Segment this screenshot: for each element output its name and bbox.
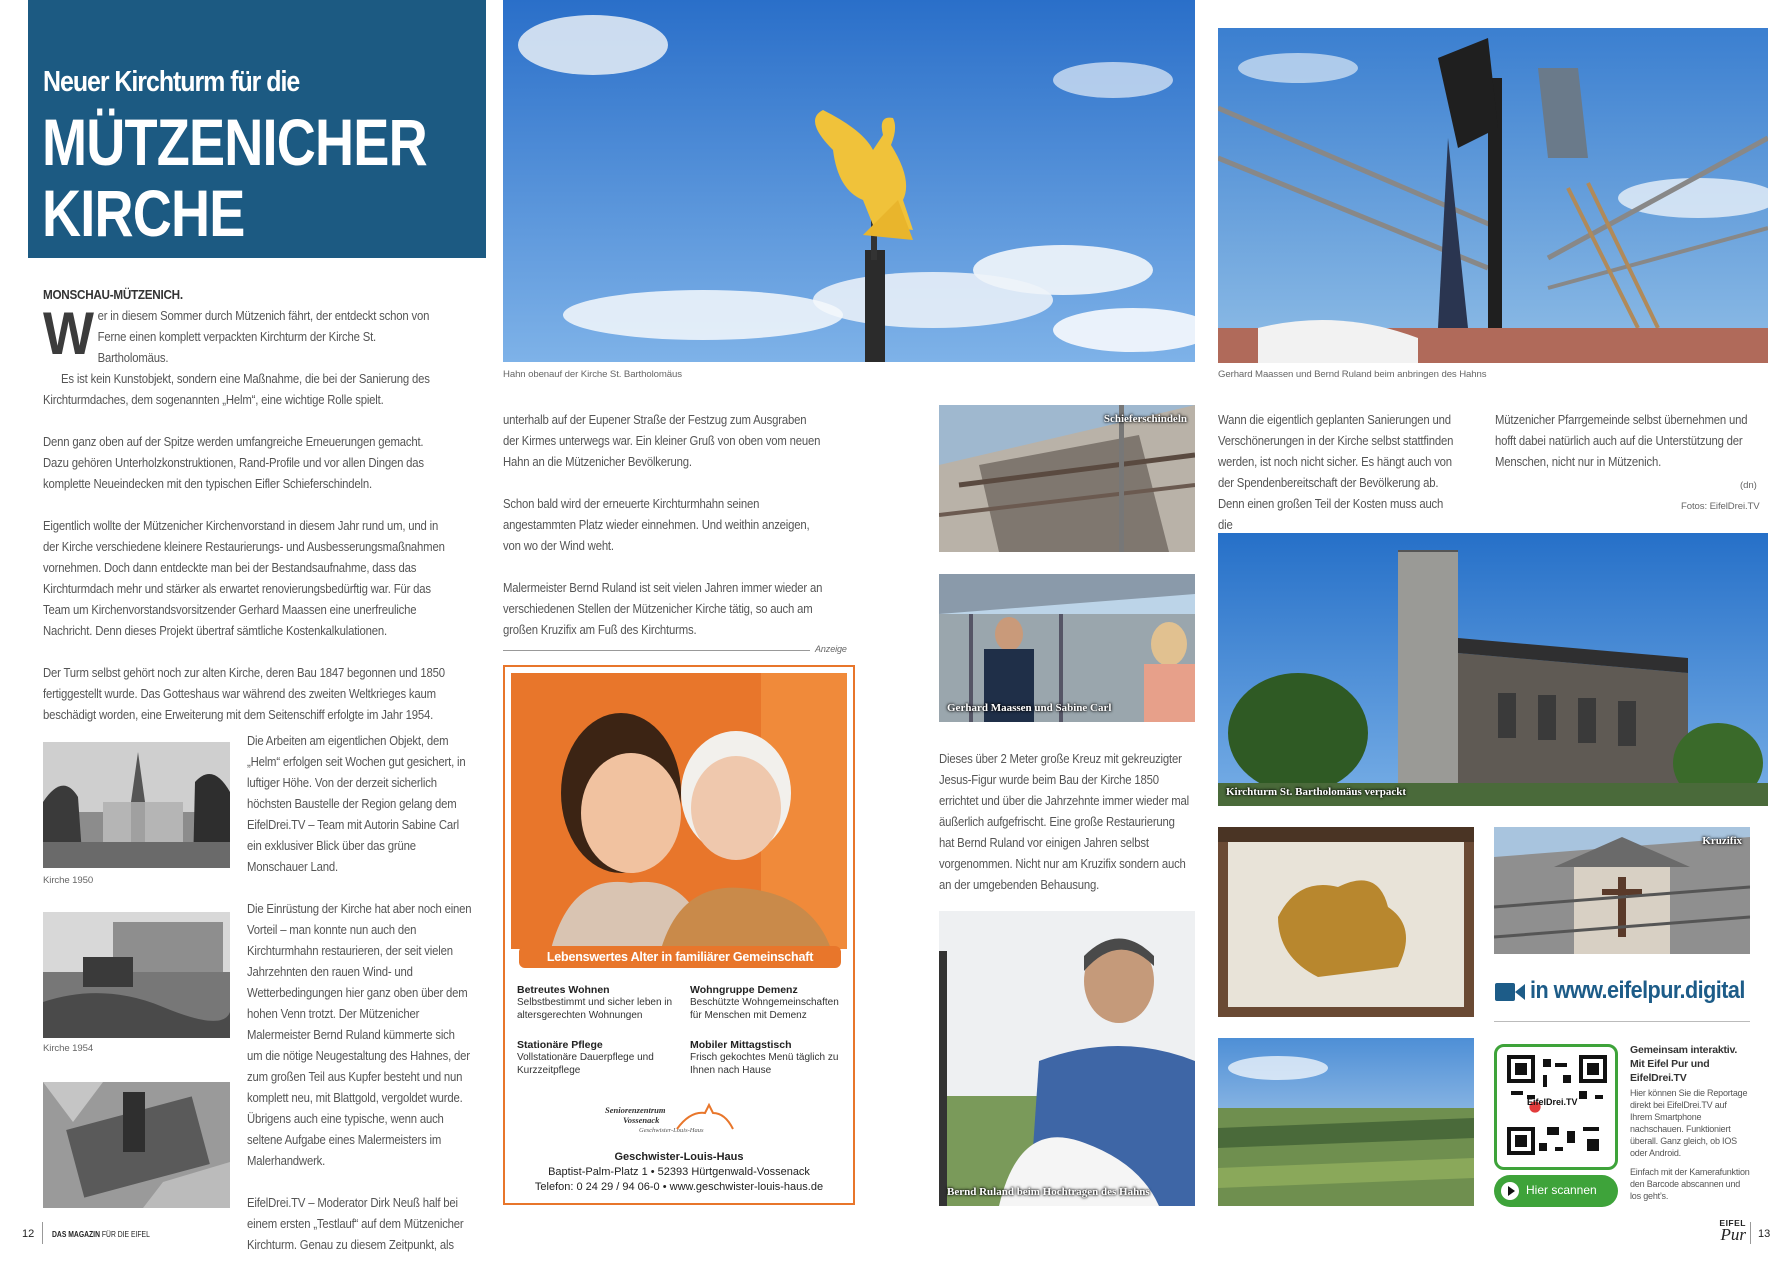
footer-divider-left xyxy=(42,1222,43,1244)
footer-divider-right xyxy=(1750,1222,1751,1244)
ad-photo xyxy=(511,673,847,949)
promo-title: Gemeinsam interaktiv. Mit Eifel Pur und EifelDrei.TV xyxy=(1630,1044,1738,1084)
photo-credit: Fotos: EifelDrei.TV xyxy=(1681,501,1760,512)
article-paragraph: unterhalb auf der Eupener Straße der Festzug zum Ausgraben der Kirmes unterwegs war. Ein kleiner Gruß von oben vom neuen Hahn an die Mützenicher Bevölkerung. xyxy=(503,413,821,469)
footer-logo-bottom: Pur xyxy=(1720,1225,1746,1244)
ad-divider xyxy=(503,650,810,651)
article-paragraph: Denn ganz oben auf der Spitze werden umfangreiche Erneuerungen gemacht. Dazu gehören Unterholzkonstruktionen, Rand-Profile und vor allen Dingen das komplette Neueindecken mit den typischen Eifler Schieferschindeln. xyxy=(43,435,424,491)
ad-service-2: Wohngruppe Demenz Beschützte Wohngemeinschaften für Menschen mit Demenz xyxy=(690,984,839,1021)
ad-service-3: Stationäre Pflege Vollstationäre Dauerpflege und Kurzzeitpflege xyxy=(517,1039,654,1076)
article-col3 xyxy=(939,749,1193,896)
ad-org-name: Geschwister-Louis-Haus xyxy=(614,1151,744,1163)
article-paragraph: Mützenicher Pfarrgemeinde selbst übernehmen und hofft dabei natürlich auch auf die Unterstützung der Menschen, nicht nur in Mützenich. xyxy=(1495,413,1748,469)
photo-maassen-carl xyxy=(939,574,1195,722)
ad-logo xyxy=(605,1101,755,1141)
photo-landscape xyxy=(1218,1038,1474,1206)
caption-rooster: Hahn obenauf der Kirche St. Bartholomäus xyxy=(503,369,682,380)
article-paragraph: Malermeister Bernd Ruland ist seit vielen Jahren immer wieder an verschiedenen Stellen der Mützenicher Kirche tätig, so auch am großen Kruzifix am Fuß des Kirchturms. xyxy=(503,581,823,637)
scan-button-label: Hier scannen xyxy=(1526,1183,1597,1197)
ad-tag: Anzeige xyxy=(815,644,847,654)
drop-cap: W xyxy=(43,300,93,367)
ad-logo-line3: Geschwister-Louis-Haus xyxy=(639,1127,704,1134)
label-kruzifix: Kruzifix xyxy=(1702,835,1742,847)
footer-magazine: DAS MAGAZIN FÜR DIE EIFEL xyxy=(52,1230,150,1239)
ad-address: Baptist-Palm-Platz 1 • 52393 Hürtgenwald-Vossenack xyxy=(548,1166,810,1178)
headline-line3: KIRCHE xyxy=(42,176,245,250)
photo-ruland xyxy=(939,911,1195,1206)
qr-box xyxy=(1494,1044,1618,1170)
article-intro: Wer in diesem Sommer durch Mützenich fährt, der entdeckt schon von Ferne einen komplett verpackten Kirchturm der Kirche St. Bartholomäus. Es ist kein Kunstobjekt, sondern eine Maßnahme, die bei der Sanierung des Kirchturmdaches, dem sogenannten „Helm“, eine wichtige Rolle spielt. xyxy=(43,300,430,407)
photo-kirche-1954 xyxy=(43,912,230,1038)
footer-logo-top: EIFEL xyxy=(1719,1218,1746,1228)
article-paragraph: Der Turm selbst gehört noch zur alten Kirche, deren Bau 1847 begonnen und 1850 fertiggestellt wurde. Das Gotteshaus war während des zweiten Weltkrieges kaum beschädigt worden, eine Erweiterung mit dem Seitenschiff erfolgte im Jahr 1954. xyxy=(43,666,445,722)
photo-kirchturm xyxy=(1218,533,1768,806)
article-paragraph: Wann die eigentlich geplanten Sanierungen und Verschönerungen in der Kirche selbst stattfinden werden, ist noch nicht sicher. Es hängt auch von der Spendenbereitschaft der Bevölkerung ab. Denn einen großen Teil der Kosten muss auch die xyxy=(1218,413,1454,532)
scan-button[interactable] xyxy=(1494,1175,1618,1207)
caption-kirche-1950: Kirche 1950 xyxy=(43,875,94,886)
headline-box xyxy=(28,0,486,258)
caption-workers: Gerhard Maassen und Bernd Ruland beim anbringen des Hahns xyxy=(1218,369,1487,380)
ad-service-1: Betreutes Wohnen Selbstbestimmt und sicher leben in altersgerechten Wohnungen xyxy=(517,984,673,1021)
article-paragraph: Die Einrüstung der Kirche hat aber noch einen Vorteil – man konnte nun auch den Kirchturmhahn restaurieren, der seit vielen Jahrzehnten den rauen Wind- und Wetterbedingungen hier ganz oben über dem hohen Venn trotzt. Der Mützenicher Malermeister Bernd Ruland kümmerte sich um die nötige Neugestaltung des Hahnes, der zum großen Teil aus Kupfer besteht und nun komplett neu, mit Blattgold, vergoldet wurde. Übrigens auch eine typische, wenn auch seltene Aufgabe eines Malermeisters im Malerhandwerk. xyxy=(247,902,472,1168)
headline-line2: MÜTZENICHER xyxy=(42,105,427,179)
photo-workers xyxy=(1218,28,1768,363)
article-col4 xyxy=(1218,410,1457,536)
label-ruland: Bernd Ruland beim Hochtragen des Hahns xyxy=(947,1186,1150,1198)
label-kirchturm: Kirchturm St. Bartholomäus verpackt xyxy=(1226,786,1407,798)
photo-rooster xyxy=(503,0,1195,362)
article-col5 xyxy=(1495,410,1752,473)
label-maassen-carl: Gerhard Maassen und Sabine Carl xyxy=(947,702,1112,714)
article-paragraph: EifelDrei.TV – Moderator Dirk Neuß half bei einem ersten „Testlauf“ auf dem Mützenicher Kirchturm. Genau zu diesem Zeitpunkt, als xyxy=(247,1196,464,1252)
article-paragraph: Die Arbeiten am eigentlichen Objekt, dem „Helm“ erfolgen seit Wochen gut gesichert, in luftiger Höhe. Von der derzeit sicherlich höchsten Baustelle der Region gelang dem EifelDrei.TV – Team mit Autorin Sabine Carl ein exklusiver Blick über das grüne Monschauer Land. xyxy=(247,734,466,874)
signature: (dn) xyxy=(1740,480,1757,491)
promo-text: Hier können Sie die Reportage direkt bei EifelDrei.TV auf Ihrem Smartphone nachschauen. Funktioniert überall. Ganz gleich, ob IOS oder Android. xyxy=(1630,1088,1748,1158)
headline-line1: Neuer Kirchturm für die xyxy=(43,66,300,98)
ad-contact[interactable]: Telefon: 0 24 29 / 94 06-0 • www.geschwister-louis-haus.de xyxy=(534,1181,824,1193)
promo-url[interactable]: in www.eifelpur.digital xyxy=(1530,977,1745,1004)
photo-aerial-historic xyxy=(43,1082,230,1208)
advertisement xyxy=(503,665,855,1205)
photo-rooster-restoration xyxy=(1218,827,1474,1017)
article-col1-top xyxy=(43,300,448,726)
ad-logo-line2: Vossenack xyxy=(623,1115,660,1125)
ad-banner: Lebenswertes Alter in familiärer Gemeinschaft xyxy=(519,946,841,968)
promo-divider xyxy=(1494,1021,1750,1022)
photo-kirche-1950 xyxy=(43,742,230,868)
article-paragraph: Schon bald wird der erneuerte Kirchturmhahn seinen angestammten Platz wieder einnehmen. Und weithin anzeigen, von wo der Wind weht. xyxy=(503,497,810,553)
footer-page-right: 13 xyxy=(1758,1228,1771,1240)
ad-service-4: Mobiler Mittagstisch Frisch gekochtes Menü täglich zu Ihnen nach Hause xyxy=(690,1039,839,1076)
footer-logo xyxy=(1700,1218,1746,1248)
photo-kruzifix xyxy=(1494,827,1750,954)
footer-page-left: 12 xyxy=(22,1228,35,1240)
location-dateline: MONSCHAU-MÜTZENICH. xyxy=(43,287,183,302)
photo-schieferschindeln xyxy=(939,405,1195,552)
article-col1-bottom xyxy=(247,731,472,1256)
article-paragraph: Eigentlich wollte der Mützenicher Kirchenvorstand in diesem Jahr rund um, und in der Kirche verschiedene kleinere Restaurierungs- und Ausbesserungsmaßnahmen vornehmen. Doch dann entdeckte man bei der Bestandsaufnahme, dass das Kirchturmdach mehr und stärker als erwartet renovierungsbedürftig war. Für das Team um Kirchenvorstandsvorsitzender Gerhard Maassen eine unerfreuliche Nachricht. Denn dieses Projekt übertraf sämtliche Kostenkalkulationen. xyxy=(43,519,445,638)
article-paragraph: Dieses über 2 Meter große Kreuz mit gekreuzigter Jesus-Figur wurde beim Bau der Kirche 1850 errichtet und über die Jahrzehnte immer wieder mal äußerlich aufgefrischt. Eine große Restaurierung hat Bernd Ruland vor einigen Jahren selbst vorgenommen. Nicht nur am Kruzifix sondern auch an der umgebenden Behausung. xyxy=(939,752,1189,892)
caption-kirche-1954: Kirche 1954 xyxy=(43,1043,94,1054)
ad-logo-line1: Seniorenzentrum xyxy=(605,1105,666,1115)
article-col2 xyxy=(503,410,823,641)
video-icon xyxy=(1494,981,1526,1003)
qr-brand: EifelDrei.TV xyxy=(1527,1097,1578,1107)
play-icon xyxy=(1500,1181,1520,1201)
promo-text-2: Einfach mit der Kamerafunktion den Barcode abscannen und los geht’s. xyxy=(1630,1167,1750,1201)
label-schieferschindeln: Schieferschindeln xyxy=(1103,413,1187,425)
